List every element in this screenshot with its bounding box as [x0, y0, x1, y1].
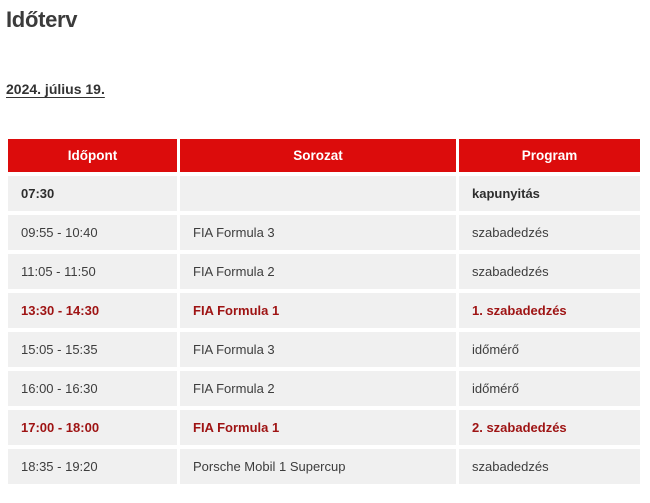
schedule-cell-time: 17:00 - 18:00	[8, 410, 177, 445]
schedule-cell-program: szabadedzés	[459, 254, 640, 289]
schedule-cell-program: időmérő	[459, 371, 640, 406]
column-header-program: Program	[459, 139, 640, 172]
schedule-cell-program: időmérő	[459, 332, 640, 367]
schedule-cell-program: kapunyitás	[459, 176, 640, 211]
schedule-cell-series: FIA Formula 2	[180, 371, 456, 406]
schedule-cell-time: 15:05 - 15:35	[8, 332, 177, 367]
schedule-cell-time: 09:55 - 10:40	[8, 215, 177, 250]
schedule-cell-series: Porsche Mobil 1 Supercup	[180, 449, 456, 484]
schedule-cell-time: 16:00 - 16:30	[8, 371, 177, 406]
schedule-cell-time: 07:30	[8, 176, 177, 211]
column-header-series: Sorozat	[180, 139, 456, 172]
schedule-table	[8, 139, 640, 484]
schedule-cell-series: FIA Formula 2	[180, 254, 456, 289]
schedule-cell-time: 13:30 - 14:30	[8, 293, 177, 328]
schedule-cell-program: 1. szabadedzés	[459, 293, 640, 328]
schedule-cell-time: 18:35 - 19:20	[8, 449, 177, 484]
schedule-cell-time: 11:05 - 11:50	[8, 254, 177, 289]
schedule-cell-series: FIA Formula 3	[180, 215, 456, 250]
schedule-cell-program: szabadedzés	[459, 215, 640, 250]
schedule-cell-series	[180, 176, 456, 211]
schedule-cell-series: FIA Formula 1	[180, 293, 456, 328]
schedule-cell-program: szabadedzés	[459, 449, 640, 484]
schedule-cell-series: FIA Formula 3	[180, 332, 456, 367]
schedule-cell-program: 2. szabadedzés	[459, 410, 640, 445]
date-tab-link[interactable]: 2024. július 19.	[6, 81, 105, 97]
page-title: Időterv	[6, 7, 78, 32]
schedule-cell-series: FIA Formula 1	[180, 410, 456, 445]
column-header-time: Időpont	[8, 139, 177, 172]
